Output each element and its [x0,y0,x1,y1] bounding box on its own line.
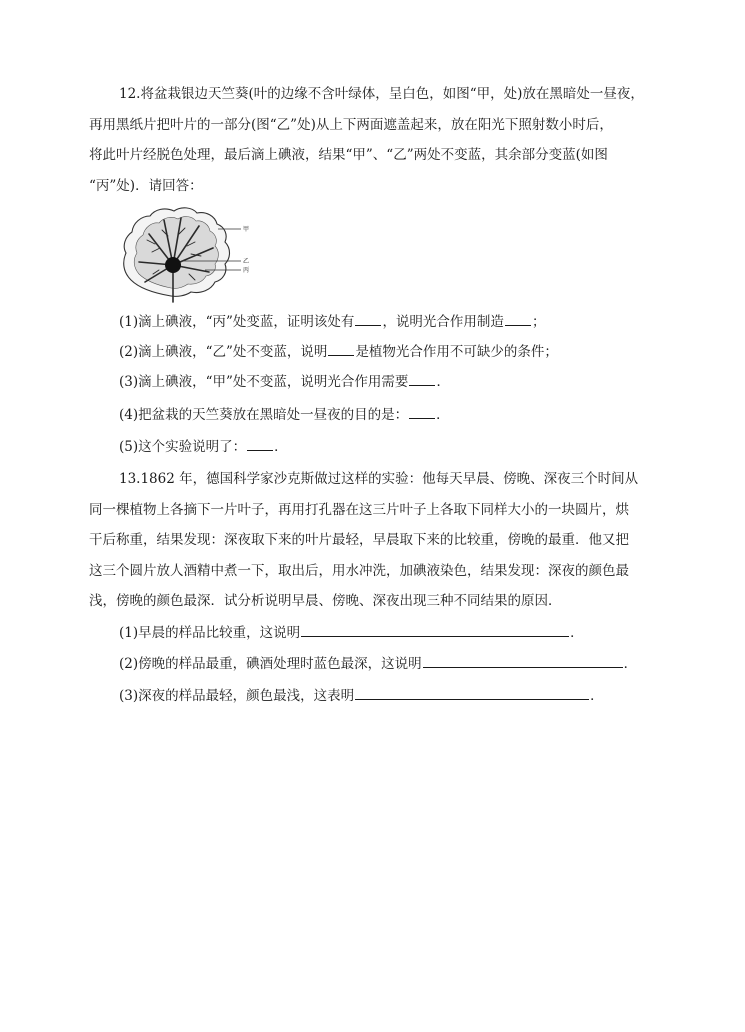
q12-sub-1-blank-2[interactable] [505,312,531,326]
q12-sub-1-blank-1[interactable] [355,312,381,326]
q12-line-3: 将此叶片经脱色处理，最后滴上碘液，结果“甲”、“乙”两处不变蓝，其余部分变蓝(如图 [89,147,608,163]
black-paper-disc [165,257,181,273]
q13-sub-2-text: (2)傍晚的样品最重，碘酒处理时蓝色最深，这说明 [119,656,422,672]
q13-sub-3-text: (3)深夜的样品最轻，颜色最浅，这表明 [119,688,355,704]
q12-sub-3-text-end: ． [436,374,450,390]
q12-line-4: “丙”处)．请回答： [89,177,203,194]
leaf-figure [119,204,269,304]
q12-sub-2-text: (2)滴上碘液，“乙”处不变蓝，说明 [119,344,328,360]
q13-sub-2 [119,654,637,674]
figure-label-yi: 乙 [243,258,250,265]
q12-sub-2-blank[interactable] [328,342,354,356]
q12-sub-2-text-end: 是植物光合作用不可缺少的条件； [355,344,558,360]
q12-sub-1 [119,312,545,332]
q13-line-3: 干后称重，结果发现：深夜取下来的叶片最轻，早晨取下来的比较重，傍晚的最重．他又把 [89,532,629,548]
q12-sub-5 [119,437,288,457]
q12-sub-4 [119,405,450,425]
q13-sub-2-text-end: ． [623,656,638,672]
q12-sub-5-text-end: ． [274,439,288,455]
q12-sub-1-text-mid: ，说明光合作用制造 [382,314,504,330]
q13-line-1: 13.1862 年，德国科学家沙克斯做过这样的实验：他每天早晨、傍晚、深夜三个时间从 [119,471,639,487]
q12-line-1: 12.将盆栽银边天竺葵(叶的边缘不含叶绿体，呈白色，如图“甲，处)放在黑暗处一昼夜， [119,86,644,102]
q12-sub-3-text: (3)滴上碘液，“甲”处不变蓝，说明光合作用需要 [119,374,409,390]
q13-sub-1-blank[interactable] [301,623,569,637]
q13-sub-1 [119,623,584,643]
q13-stem [89,464,659,617]
figure-label-bing: 丙 [243,267,250,274]
q13-sub-1-text-end: ． [570,625,584,641]
q13-line-2: 同一棵植物上各摘下一片叶子，再用打孔器在这三片叶子上各取下同样大小的一块圆片，烘 [89,501,629,518]
q13-sub-3 [119,686,604,706]
figure-label-jia: 甲 [243,226,250,233]
q12-sub-4-text: (4)把盆栽的天竺葵放在黑暗处一昼夜的目的是： [119,407,409,423]
q12-sub-3-blank[interactable] [409,372,435,386]
q12-sub-3 [119,372,450,392]
q13-sub-3-blank[interactable] [355,686,589,700]
q12-sub-4-blank[interactable] [409,405,435,419]
q13-sub-1-text: (1)早晨的样品比较重，这说明 [119,625,301,641]
q13-sub-2-blank[interactable] [423,654,623,668]
q12-stem [89,79,659,201]
q12-sub-5-text: (5)这个实验说明了： [119,439,247,455]
q12-sub-1-text-end: ； [531,314,546,330]
q12-sub-5-blank[interactable] [247,437,273,451]
q12-line-2: 再用黑纸片把叶片的一部分(图“乙”处)从上下两面遮盖起来，放在阳光下照射数小时后， [89,116,613,133]
q12-sub-2 [119,342,558,362]
q13-sub-3-text-end: ． [590,688,604,704]
q13-line-5: 浅，傍晚的颜色最深．试分析说明早晨、傍晚、深夜出现三种不同结果的原因． [89,593,562,609]
q12-sub-1-text: (1)滴上碘液，“丙”处变蓝，证明该处有 [119,314,355,330]
leaf-diagram [119,204,269,304]
q12-sub-4-text-end: ． [436,407,450,423]
q13-line-4: 这三个圆片放人酒精中煮一下，取出后，用水冲洗，加碘液染色，结果发现：深夜的颜色最 [89,562,629,579]
